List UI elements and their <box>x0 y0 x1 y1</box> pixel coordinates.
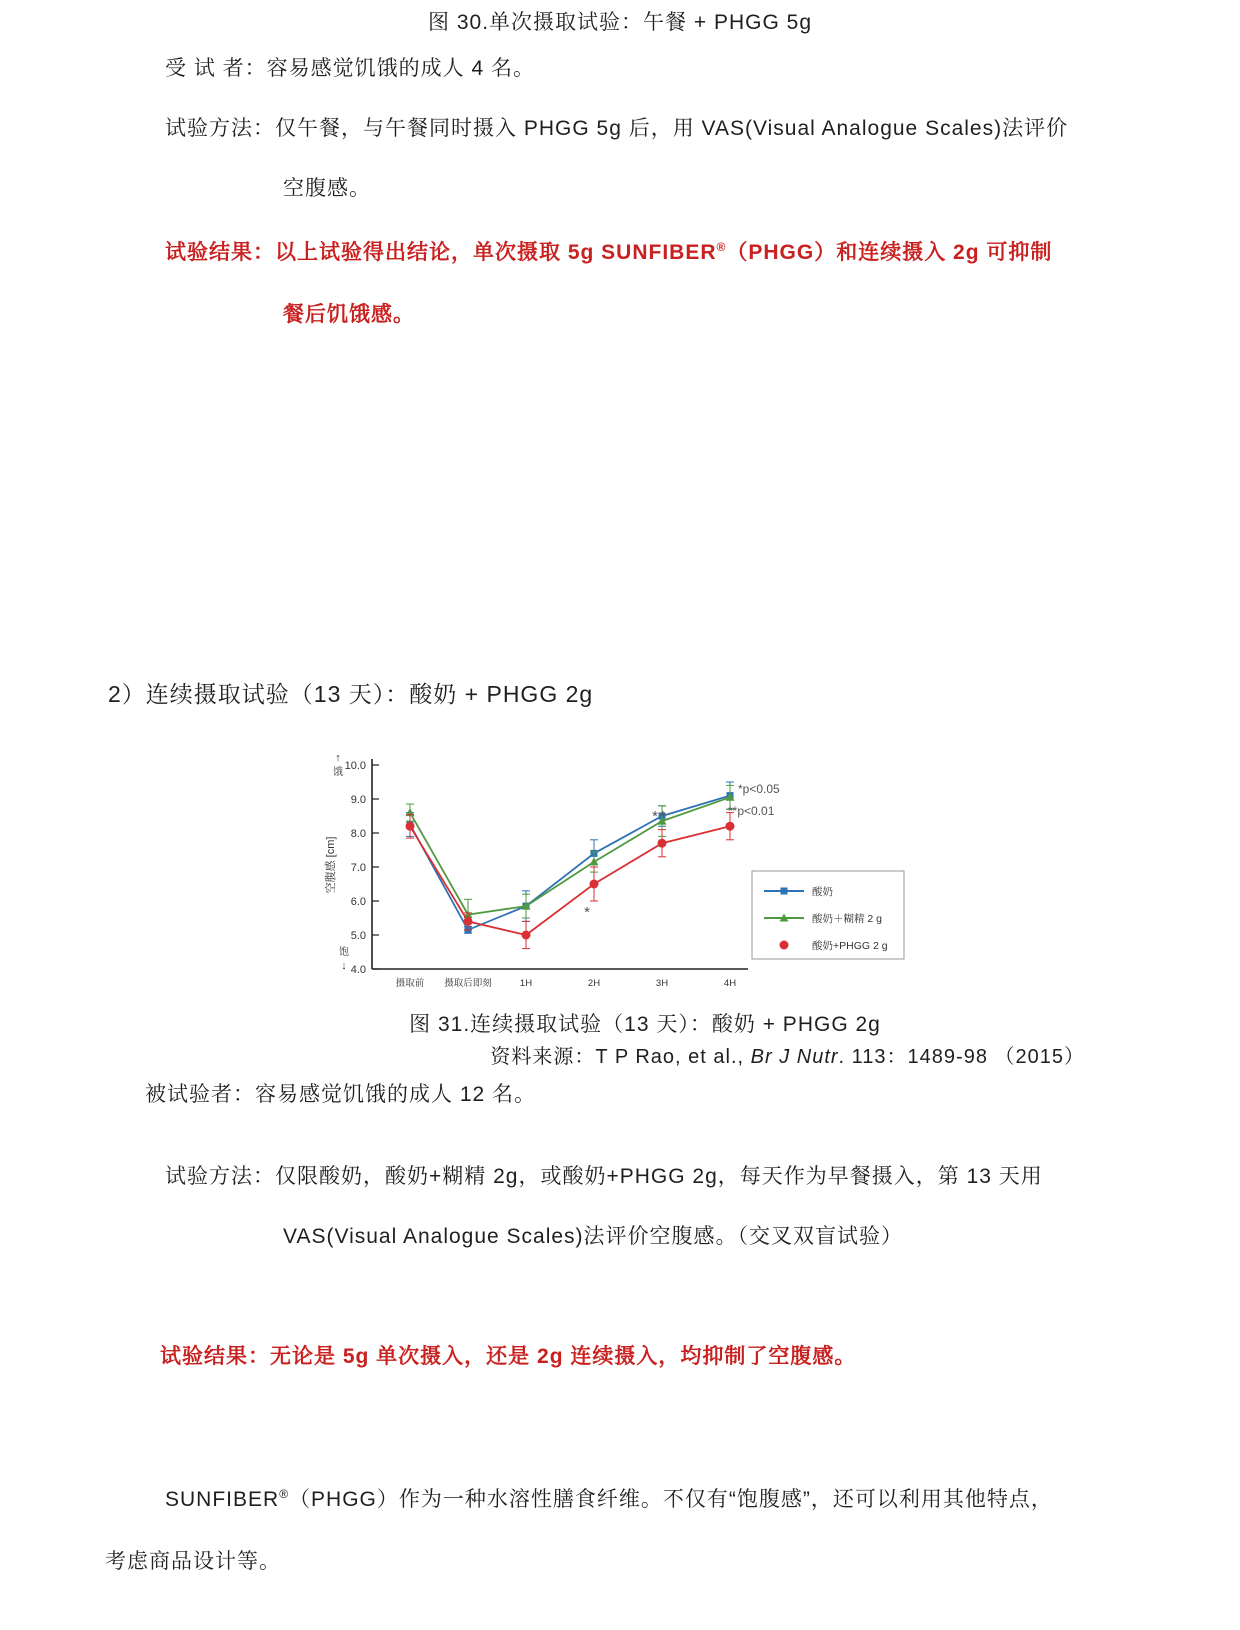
closing-line-2: 考虑商品设计等。 <box>105 1550 281 1573</box>
square-marker <box>781 888 788 895</box>
x-tick-label: 摄取前 <box>395 978 425 989</box>
registered-mark: ® <box>279 1487 290 1501</box>
x-tick-label: 摄取后即刻 <box>444 978 492 989</box>
series-line <box>410 796 730 930</box>
series-triangle <box>406 785 735 930</box>
x-tick-label: 3H <box>655 978 669 989</box>
circle-marker <box>780 941 789 950</box>
significance-marker: * <box>584 904 592 921</box>
y-tick-label: 6.0 <box>350 896 366 908</box>
legend-label: 酸奶 <box>812 886 833 898</box>
figure31-caption: 图 31.连续摄取试验（13 天）：酸奶 + PHGG 2g <box>409 1013 881 1036</box>
x-tick-label: 1H <box>519 978 533 989</box>
registered-mark: ® <box>716 240 727 254</box>
source-reference <box>400 1040 1085 1069</box>
method1-line-2: 空腹感。 <box>283 177 371 200</box>
result1-text-b: （PHGG）和连续摄入 2g 可抑制 <box>726 241 1053 264</box>
series-line <box>410 797 730 914</box>
series-line <box>410 826 730 935</box>
significance-marker: ** <box>652 808 668 825</box>
circle-marker <box>464 917 473 926</box>
y-tick-label: 4.0 <box>350 964 366 976</box>
sig-note-p005: *p<0.05 <box>738 782 780 796</box>
x-tick-label: 4H <box>723 978 737 989</box>
sig-note-p001: **p<0.01 <box>728 804 775 818</box>
down-arrow-icon: ↓ <box>341 960 347 972</box>
figure31-chart <box>300 715 910 1005</box>
y-axis-title: 空腹感 [cm] <box>325 836 337 894</box>
source-prefix: 资料来源：T P Rao, et al., <box>490 1046 751 1068</box>
circle-marker <box>590 880 599 889</box>
subjects-line-1: 受 试 者：容易感觉饥饿的成人 4 名。 <box>165 57 536 80</box>
series-circle <box>406 813 735 949</box>
source-journal: Br J Nutr <box>750 1046 839 1068</box>
x-tick-label: 2H <box>587 978 601 989</box>
closing-text-a: SUNFIBER <box>165 1488 280 1511</box>
result1-line-1 <box>165 236 1052 266</box>
subjects-line-2: 被试验者：容易感觉饥饿的成人 12 名。 <box>145 1083 537 1106</box>
result2-line: 试验结果：无论是 5g 单次摄入，还是 2g 连续摄入，均抑制了空腹感。 <box>160 1345 857 1368</box>
source-suffix: . 113：1489-98 （2015） <box>838 1046 1085 1068</box>
closing-line-1 <box>165 1483 1053 1513</box>
series-square <box>406 782 734 933</box>
legend-label: 酸奶+PHGG 2 g <box>812 940 888 952</box>
result1-line-2: 餐后饥饿感。 <box>283 303 415 326</box>
circle-marker <box>658 839 667 848</box>
circle-marker <box>726 822 735 831</box>
triangle-marker <box>590 857 599 865</box>
circle-marker <box>406 822 415 831</box>
up-arrow-icon: ↑ <box>335 752 341 764</box>
hungry-note: 饿 <box>333 767 343 778</box>
figure30-title: 图 30.单次摄取试验：午餐 + PHGG 5g <box>428 11 812 34</box>
y-tick-label: 8.0 <box>350 828 366 840</box>
method2-line-2: VAS(Visual Analogue Scales)法评价空腹感。（交叉双盲试验） <box>283 1225 904 1248</box>
full-note: 饱 <box>339 947 349 958</box>
method2-line-1: 试验方法：仅限酸奶，酸奶+糊精 2g，或酸奶+PHGG 2g，每天作为早餐摄入，第 13 天用 <box>165 1165 1043 1188</box>
y-tick-label: 9.0 <box>350 794 366 806</box>
method1-line-1: 试验方法：仅午餐，与午餐同时摄入 PHGG 5g 后，用 VAS(Visual Analogue Scales)法评价 <box>165 117 1069 140</box>
result1-text-a: 试验结果：以上试验得出结论，单次摄取 5g SUNFIBER <box>165 241 717 264</box>
closing-text-b: （PHGG）作为一种水溶性膳食纤维。不仅有“饱腹感”，还可以利用其他特点， <box>289 1488 1053 1511</box>
y-tick-label: 7.0 <box>350 862 366 874</box>
circle-marker <box>522 931 531 940</box>
section2-heading: 2）连续摄取试验（13 天）：酸奶 + PHGG 2g <box>108 681 594 707</box>
legend-label: 酸奶＋糊精 2 g <box>812 913 883 925</box>
y-tick-label: 10.0 <box>344 760 366 772</box>
y-tick-label: 5.0 <box>350 930 366 942</box>
